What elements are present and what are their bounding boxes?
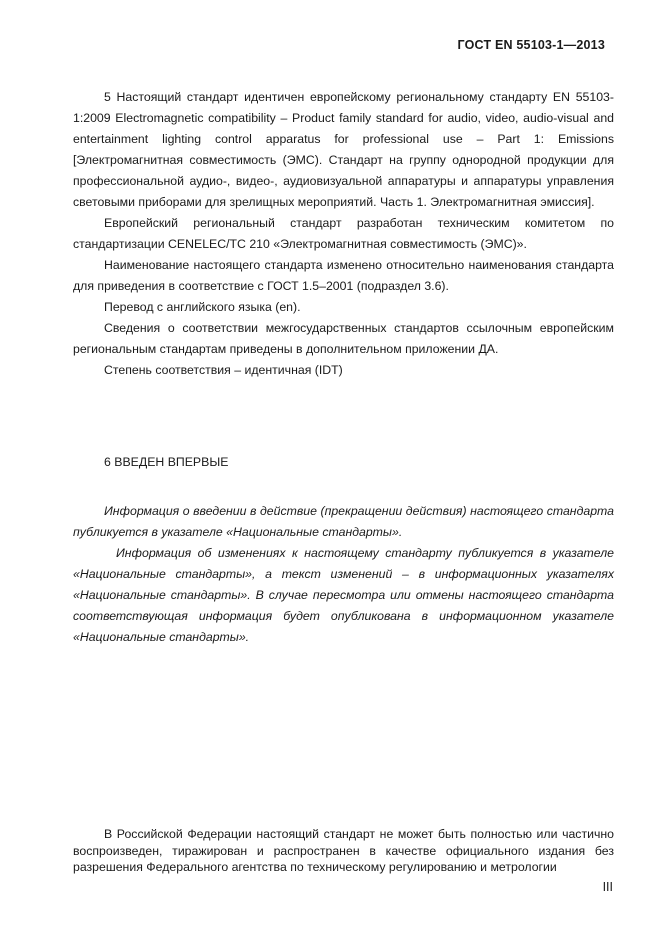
standard-code-header: ГОСТ EN 55103-1—2013: [457, 38, 605, 52]
page-number: III: [602, 880, 613, 894]
section-5-paragraph: Наименование настоящего стандарта изменено относительно наименования стандарта для приведения в соответствие с ГОСТ 1.5–2001 (подраздел 3.6).: [73, 258, 614, 293]
info-block: [73, 501, 614, 648]
info-paragraph: Информация о введении в действие (прекращении действия) настоящего стандарта публикуется в указателе «Национальные стандарты».: [73, 504, 614, 539]
section-5-paragraph: 5 Настоящий стандарт идентичен европейскому региональному стандарту EN 55103-1:2009 Electromagnetic compatibility – Product family standard for audio, video, audio-visual and entertainment lighting control apparatus for professional use – Part 1: Emissions [Электромагнитная совместимость (ЭМС). Стандарт на группу однородной продукции для профессиональной аудио-, видео-, аудиовизуальной аппаратуры и аппаратуры управления световыми приборами для зрелищных мероприятий. Часть 1. Электромагнитная эмиссия].: [73, 90, 614, 209]
info-paragraph: Информация об изменениях к настоящему стандарту публикуется в указателе «Национальные стандарты», а текст изменений – в информационных указателях «Национальные стандарты». В случае пересмотра или отмены настоящего стандарта соответствующая информация будет опубликована в информационном указателе «Национальные стандарты».: [73, 546, 614, 644]
section-5-paragraph: Перевод с английского языка (en).: [104, 300, 301, 314]
copyright-text: В Российской Федерации настоящий стандарт не может быть полностью или частично воспроизведен, тиражирован и распространен в качестве официального издания без разрешения Федерального агентства по техническому регулированию и метрологии: [73, 827, 614, 874]
section-5: [73, 87, 614, 381]
section-6-heading: 6 ВВЕДЕН ВПЕРВЫЕ: [104, 455, 229, 469]
copyright-notice: [73, 826, 614, 876]
section-5-paragraph: Степень соответствия – идентичная (IDT): [104, 363, 343, 377]
section-5-paragraph: Европейский региональный стандарт разработан техническим комитетом по стандартизации CENELEC/TC 210 «Электромагнитная совместимость (ЭМС)».: [73, 216, 614, 251]
section-5-paragraph: Сведения о соответствии межгосударственных стандартов ссылочным европейским региональным стандартам приведены в дополнительном приложении ДА.: [73, 321, 614, 356]
